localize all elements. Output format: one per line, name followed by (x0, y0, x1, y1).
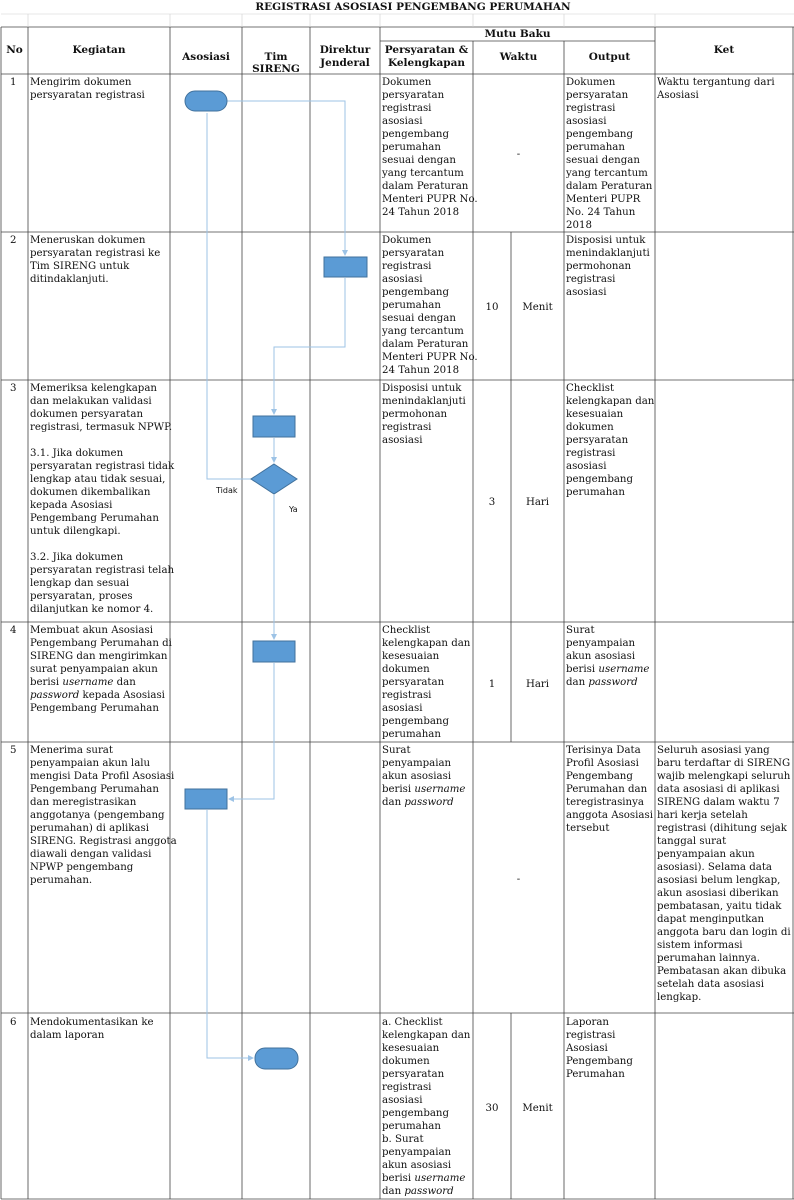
row-1-waktu: - (516, 149, 521, 160)
page-title: REGISTRASI ASOSIASI PENGEMBANG PERUMAHAN (255, 1, 571, 13)
header-persyaratan: Persyaratan & Kelengkapan (384, 44, 469, 69)
row-6-waktu-value: 30 (485, 1103, 499, 1114)
row-1-persyaratan: Dokumen persyaratan registrasi asosiasi pengembang perumahan sesuai dengan yang tercantum dalam Peraturan Menteri PUPR No. 24 Tahun 2018 (382, 77, 478, 218)
row-3-output: Checklist kelengkapan dan kesesuaian dokumen persyaratan registrasi asosiasi pengembang perumahan (566, 383, 655, 498)
row-2-kegiatan: Meneruskan dokumen persyaratan registrasi ke Tim SIRENG untuk ditindaklanjuti. (30, 235, 161, 285)
row-4-kegiatan: Membuat akun Asosiasi Pengembang Perumahan di SIRENG dan mengirimkan surat penyampaian akun berisi username dan password kepada Asosiasi Pengembang Perumahan (30, 625, 172, 714)
row-4-waktu-unit: Hari (525, 679, 550, 690)
row-3-kegiatan: Memeriksa kelengkapan dan melakukan validasi dokumen persyaratan registrasi, termasuk NPWP. 3.1. Jika dokumen persyaratan registrasi tidak lengkap atau tidak sesuai, dokumen dikembalikan kepada Asosiasi Pengembang Perumahan untuk dilengkapi. 3.2. Jika dokumen persyaratan registrasi telah lengkap dan sesuai persyaratan, proses dilanjutkan ke nomor 4. (30, 383, 175, 615)
row-5-output: Terisinya Data Profil Asosiasi Pengembang Perumahan dan teregistrasinya anggota Asosiasi tersebut (566, 745, 653, 834)
row-2-waktu-value: 10 (485, 302, 499, 313)
header-asosiasi: Asosiasi (182, 51, 230, 63)
row-3-waktu-unit: Hari (525, 497, 550, 508)
row-4-persyaratan: Checklist kelengkapan dan kesesuaian dokumen persyaratan registrasi asosiasi pengembang perumahan (382, 625, 471, 740)
row-4-no: 4 (10, 625, 17, 636)
row-1-kegiatan: Mengirim dokumen persyaratan registrasi (30, 77, 145, 101)
row-5-no: 5 (10, 745, 17, 756)
row-4-output: Surat penyampaian akun asosiasi berisi username dan password (566, 625, 650, 688)
row-4-waktu-value: 1 (488, 679, 496, 690)
header-no: No (6, 44, 23, 56)
row-2-no: 2 (10, 235, 17, 246)
row-6-no: 6 (10, 1017, 17, 1028)
row-3-no: 3 (10, 383, 17, 394)
header-mutu-baku: Mutu Baku (484, 28, 551, 40)
row-1-no: 1 (10, 77, 17, 88)
header-tim-sireng: Tim SIRENG (252, 51, 300, 75)
row-6-waktu-unit: Menit (522, 1103, 553, 1114)
row-2-output: Disposisi untuk menindaklanjuti permohonan registrasi asosiasi (566, 235, 650, 298)
header-kegiatan: Kegiatan (72, 44, 126, 56)
row-3-waktu-value: 3 (488, 497, 496, 508)
row-5-persyaratan: Surat penyampaian akun asosiasi berisi username dan password (382, 745, 466, 808)
row-6-output: Laporan registrasi Asosiasi Pengembang Perumahan (566, 1017, 633, 1080)
row-1-output: Dokumen persyaratan registrasi asosiasi pengembang perumahan sesuai dengan yang tercantum dalam Peraturan Menteri PUPR No. 24 Tahun 2018 (566, 77, 653, 231)
header-direktur-jenderal: Direktur Jenderal (319, 44, 371, 69)
flow-label-ya: Ya (289, 505, 298, 514)
flow-label-tidak: Tidak (216, 486, 238, 495)
header-output: Output (588, 51, 631, 63)
row-6-persyaratan: a. Checklist kelengkapan dan kesesuaian dokumen persyaratan registrasi asosiasi pengembang perumahan b. Surat penyampaian akun asosiasi berisi username dan password (382, 1017, 471, 1197)
row-5-waktu: - (516, 874, 521, 885)
row-3-persyaratan: Disposisi untuk menindaklanjuti permohonan registrasi asosiasi (382, 383, 466, 446)
row-5-ket: Seluruh asosiasi yang baru terdaftar di SIRENG wajib melengkapi seluruh data asosiasi di aplikasi SIRENG dalam waktu 7 hari kerja setelah registrasi (dihitung sejak tanggal surat penyampaian akun asosiasi). Selama data asosiasi belum lengkap, akun asosiasi diberikan pembatasan, yaitu tidak dapat menginputkan anggota baru dan login di sistem informasi perumahan lainnya. Pembatasan akan dibuka setelah data asosiasi lengkap. (657, 745, 791, 1003)
row-2-waktu-unit: Menit (522, 302, 553, 313)
row-6-kegiatan: Mendokumentasikan ke dalam laporan (30, 1017, 154, 1041)
row-2-persyaratan: Dokumen persyaratan registrasi asosiasi pengembang perumahan sesuai dengan yang tercantum dalam Peraturan Menteri PUPR No. 24 Tahun 2018 (382, 235, 478, 376)
header-ket: Ket (713, 44, 735, 56)
row-1-ket: Waktu tergantung dari Asosiasi (657, 77, 775, 101)
row-5-kegiatan: Menerima surat penyampaian akun lalu mengisi Data Profil Asosiasi Pengembang Perumahan dan meregistrasikan anggotanya (pengembang perumahan) di aplikasi SIRENG. Registrasi anggota diawali dengan validasi NPWP pengembang perumahan. (30, 745, 177, 886)
header-waktu: Waktu (499, 51, 538, 63)
